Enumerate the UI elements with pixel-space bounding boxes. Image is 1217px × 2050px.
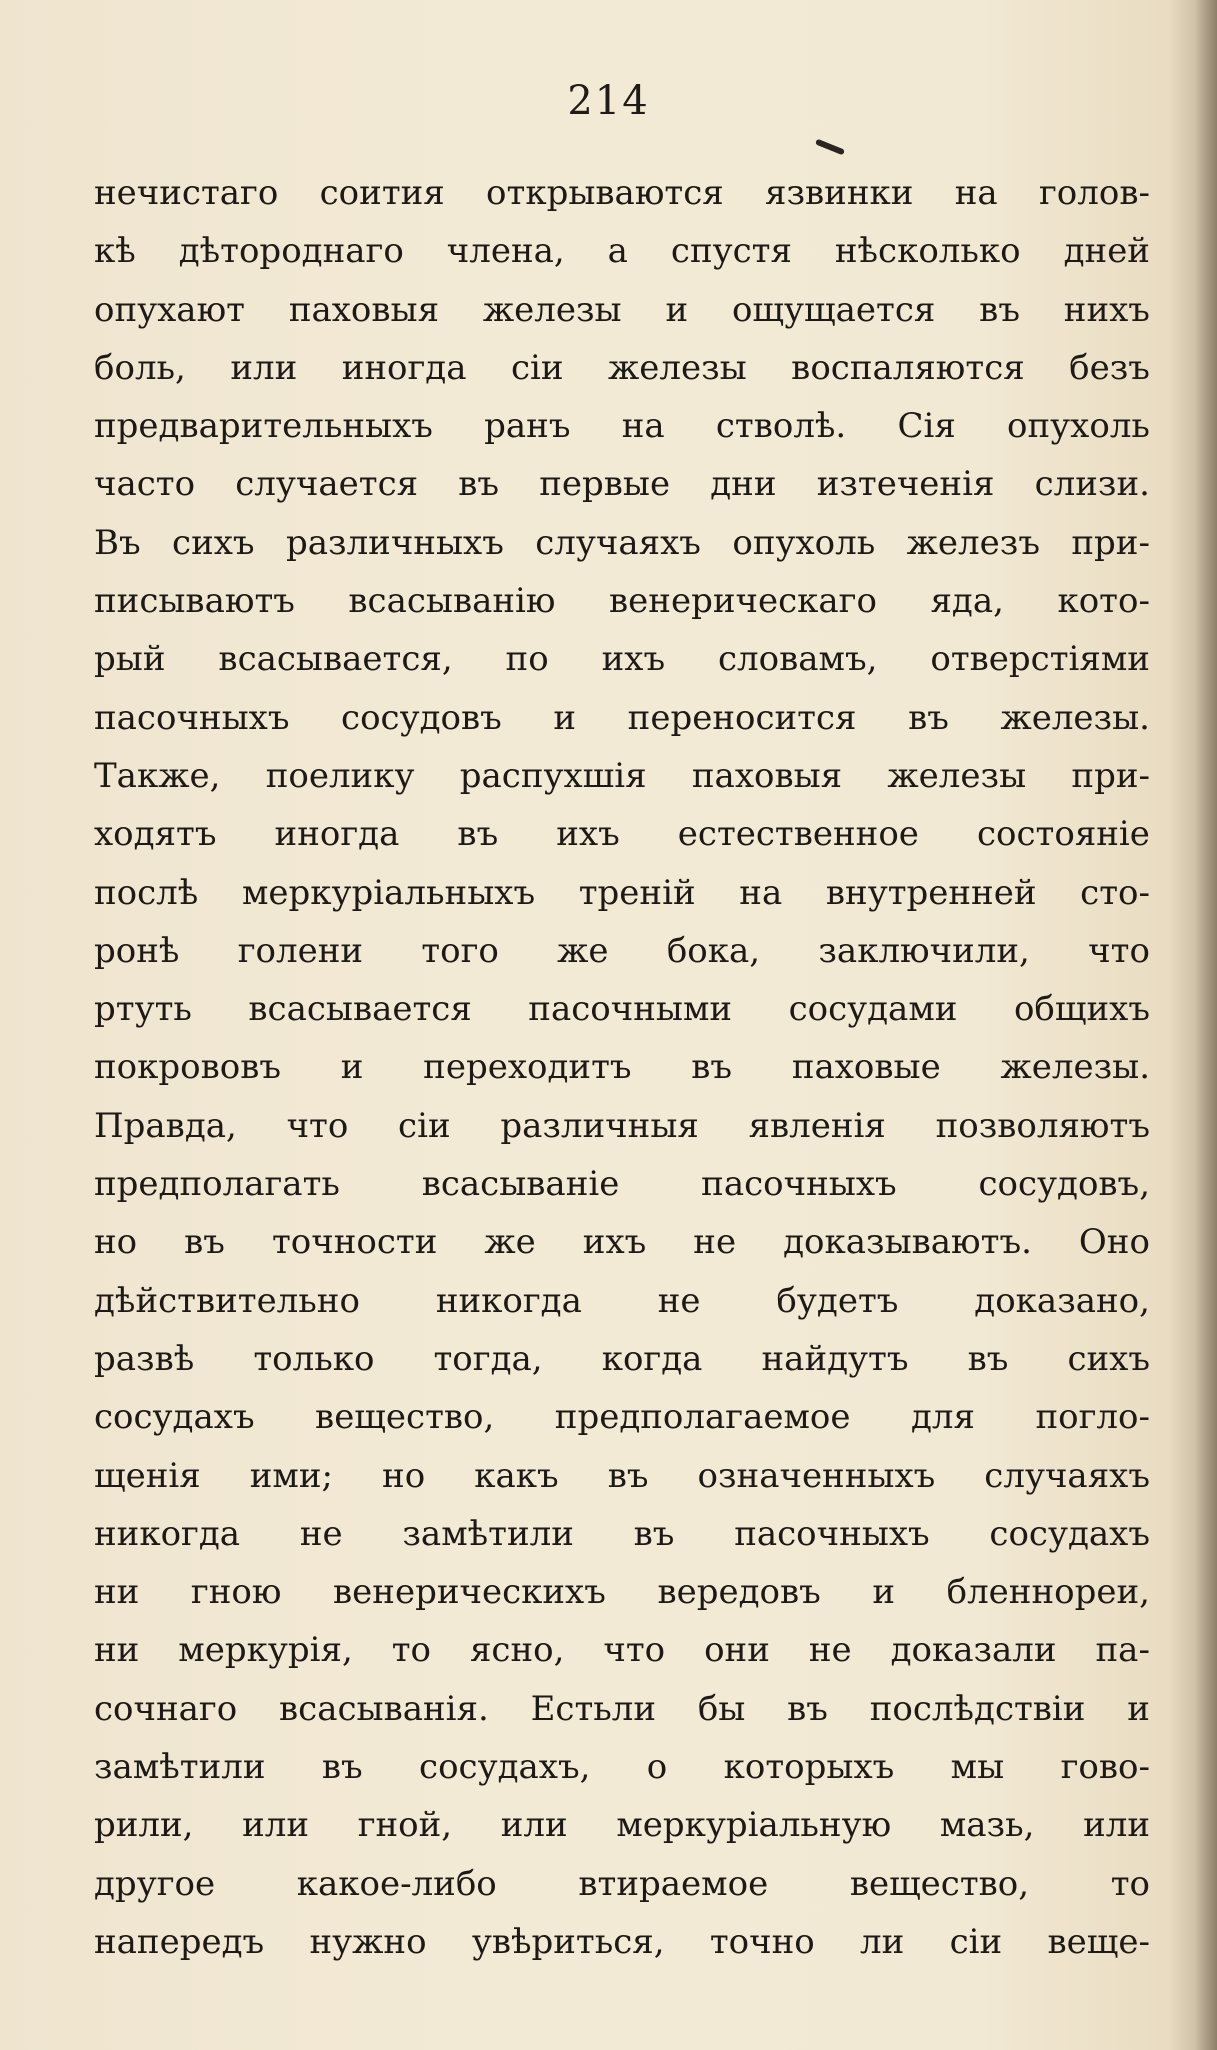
text-line (94, 1680, 1150, 1738)
text-line (94, 1155, 1150, 1213)
text-word: члена, (446, 231, 565, 272)
text-word: Также, (94, 755, 221, 796)
text-word: случаяхъ (984, 1455, 1150, 1496)
text-word: и (340, 1047, 364, 1088)
text-word: всасываніе (421, 1164, 620, 1205)
text-word: въ (458, 464, 500, 505)
text-word: на (621, 406, 665, 447)
text-word: ихъ (556, 814, 620, 855)
text-word: естественное (677, 814, 919, 855)
text-word: голени (237, 930, 364, 971)
text-word: для (910, 1397, 975, 1438)
text-word: въ (321, 1747, 363, 1788)
text-line (94, 1038, 1150, 1096)
text-word: железы (887, 755, 1027, 796)
text-word: въ (457, 814, 499, 855)
text-word: никогда (435, 1280, 582, 1321)
text-word: дѣтороднаго (178, 231, 404, 272)
text-word: покрововъ (94, 1047, 281, 1088)
text-word: или (242, 1805, 310, 1846)
text-word: развѣ (94, 1338, 195, 1379)
text-word: бы (697, 1688, 746, 1729)
page-number: 214 (567, 78, 650, 124)
text-line (94, 1855, 1150, 1913)
text-word: Правда, (94, 1105, 237, 1146)
text-word: въ (979, 289, 1020, 330)
text-word: боль, (94, 347, 186, 388)
text-word: вещество, (315, 1397, 495, 1438)
text-word: тогда, (433, 1338, 543, 1379)
text-word: рый (94, 639, 166, 680)
text-word: ронѣ (94, 930, 180, 971)
text-word: на (739, 872, 783, 913)
text-word: мазь, (939, 1805, 1035, 1846)
text-word: спустя (670, 231, 792, 272)
text-line (94, 1388, 1150, 1446)
text-word: не (808, 1630, 852, 1671)
text-word: сочнаго (94, 1688, 238, 1729)
text-word: гово- (1060, 1747, 1150, 1788)
text-word: Въ (94, 522, 141, 563)
text-word: железы. (1000, 697, 1150, 738)
text-word: ртуть (94, 989, 192, 1030)
body-text (94, 164, 1150, 1971)
text-word: иногда (341, 347, 467, 388)
text-word: меркурія, (178, 1630, 353, 1671)
text-word: случаяхъ (535, 522, 701, 563)
text-word: голов- (1038, 173, 1150, 213)
text-line (94, 747, 1150, 805)
text-word: Естьли (530, 1688, 657, 1729)
text-word: меркуріальныхъ (241, 872, 536, 913)
text-word: будетъ (776, 1280, 899, 1321)
text-word: пасочныхъ (701, 1164, 897, 1205)
text-word: первые (539, 464, 671, 505)
text-word: позволяютъ (935, 1105, 1150, 1146)
text-word: сіи (949, 1921, 1003, 1962)
text-word: доказываютъ. (783, 1222, 1032, 1263)
text-word: то (1110, 1863, 1150, 1904)
text-word: же (484, 1222, 536, 1263)
text-word: они (704, 1630, 770, 1671)
text-word: доказали (890, 1630, 1057, 1671)
text-word: точности (271, 1222, 438, 1263)
text-word: изтеченія (816, 464, 995, 505)
text-word: предварительныхъ (94, 406, 433, 447)
text-word: дни (710, 464, 777, 505)
text-word: сосудахъ (989, 1513, 1150, 1554)
text-word: на (954, 173, 998, 213)
text-line (94, 980, 1150, 1038)
text-word: различныя (500, 1105, 699, 1146)
text-line (94, 455, 1150, 513)
text-word: замѣтили (402, 1513, 574, 1554)
text-line (94, 1563, 1150, 1621)
text-word: паховыя (691, 755, 843, 796)
text-word: ихъ (582, 1222, 647, 1263)
text-word: напередъ (94, 1921, 265, 1962)
text-word: не (657, 1280, 701, 1321)
text-word: другое (94, 1863, 216, 1904)
text-word: послѣ (94, 872, 199, 913)
text-word: въ (908, 697, 949, 738)
text-word: случается (235, 464, 419, 505)
text-word: заключили, (818, 930, 1030, 971)
text-word: и (1127, 1688, 1150, 1729)
text-line (94, 1505, 1150, 1563)
text-word: опухоль (1007, 406, 1150, 447)
text-word: доказано, (974, 1280, 1150, 1321)
text-word: или (500, 1805, 568, 1846)
text-word: нужно (309, 1921, 427, 1962)
text-word: въ (633, 1513, 675, 1554)
text-line (94, 339, 1150, 397)
text-word: веще- (1047, 1921, 1150, 1962)
text-word: меркуріальную (616, 1805, 892, 1846)
page-edge-shadow (1195, 0, 1217, 2050)
text-word: точно (709, 1921, 815, 1962)
text-word: яда, (930, 581, 1004, 622)
text-word: состояніе (976, 814, 1150, 855)
text-word: мы (950, 1747, 1005, 1788)
text-line (94, 514, 1150, 572)
text-line (94, 281, 1150, 339)
text-word: открываются (486, 173, 724, 213)
text-word: сосудовъ, (978, 1164, 1150, 1205)
text-word: ни (94, 1630, 140, 1671)
text-line (94, 1272, 1150, 1330)
text-word: по (505, 639, 549, 680)
text-word: паховыя (288, 289, 440, 330)
text-word: въ (787, 1688, 828, 1729)
text-word: бленнореи, (946, 1572, 1150, 1613)
text-word: какое-либо (296, 1863, 497, 1904)
text-word: найдутъ (761, 1338, 909, 1379)
text-word: предполагать (94, 1164, 340, 1205)
text-word: всасывается, (218, 639, 453, 680)
text-word: при- (1071, 522, 1150, 563)
text-word: вередовъ (657, 1572, 821, 1613)
text-word: опухоль (732, 522, 876, 563)
text-word: пасочныхъ (94, 697, 290, 738)
text-word: воспаляются (791, 347, 1025, 388)
text-word: дней (1063, 231, 1150, 272)
text-word: сихъ (172, 522, 255, 563)
text-word: всасывается (248, 989, 472, 1030)
text-word: означенныхъ (697, 1455, 936, 1496)
text-word: сосудами (788, 989, 958, 1030)
text-line (94, 1330, 1150, 1388)
text-line (94, 630, 1150, 688)
text-word: писываютъ (94, 581, 295, 622)
text-word: треній (578, 872, 696, 913)
text-word: того (421, 930, 499, 971)
text-word: сіи (510, 347, 564, 388)
text-word: железы (607, 347, 747, 388)
text-word: венерическихъ (333, 1572, 606, 1613)
text-word: сто- (1080, 872, 1150, 913)
text-word: никогда (94, 1513, 241, 1554)
text-line (94, 864, 1150, 922)
text-word: какъ (474, 1455, 559, 1496)
text-word: сіи (398, 1105, 451, 1146)
text-line (94, 1213, 1150, 1271)
text-word: Сія (897, 406, 956, 447)
text-word: нихъ (1063, 289, 1150, 330)
text-word: только (253, 1338, 375, 1379)
text-word: увѣриться, (471, 1921, 665, 1962)
text-line (94, 1447, 1150, 1505)
text-word: сосудовъ (341, 697, 502, 738)
text-word: внутренней (825, 872, 1037, 913)
text-line (94, 1621, 1150, 1679)
text-word: въ (607, 1455, 649, 1496)
text-line (94, 1913, 1150, 1971)
text-word: рили, (94, 1805, 194, 1846)
text-word: что (603, 1630, 666, 1671)
text-word: щенія (94, 1455, 201, 1496)
text-word: кото- (1057, 581, 1150, 622)
text-word: железъ (906, 522, 1040, 563)
text-word: кѣ (94, 231, 136, 272)
text-word: распухшія (459, 755, 647, 796)
text-word: погло- (1035, 1397, 1150, 1438)
text-line (94, 1097, 1150, 1155)
text-line (94, 397, 1150, 455)
text-word: и (665, 289, 689, 330)
text-word: вещество, (849, 1863, 1030, 1904)
text-word: что (286, 1105, 349, 1146)
text-line (94, 572, 1150, 630)
text-word: дѣйствительно (94, 1280, 360, 1321)
text-word: железы. (1000, 1047, 1150, 1088)
text-word: всасыванію (348, 581, 556, 622)
ink-mark (815, 139, 845, 156)
text-word: нѣсколько (834, 231, 1021, 272)
text-word: гной, (357, 1805, 453, 1846)
text-word: Оно (1078, 1222, 1150, 1263)
text-word: втираемое (578, 1863, 769, 1904)
text-word: переносится (627, 697, 857, 738)
text-word: гною (190, 1572, 282, 1613)
text-word: о (646, 1747, 668, 1788)
text-word: ихъ (601, 639, 666, 680)
text-word: сосудахъ (94, 1397, 255, 1438)
text-word: стволѣ. (715, 406, 847, 447)
text-line (94, 689, 1150, 747)
text-word: нечистаго (94, 173, 279, 213)
text-line (94, 1738, 1150, 1796)
text-word: же (557, 930, 609, 971)
text-line (94, 805, 1150, 863)
text-word: ими; (249, 1455, 333, 1496)
text-word: и (553, 697, 577, 738)
text-word: предполагаемое (554, 1397, 851, 1438)
text-word: иногда (274, 814, 400, 855)
text-word: или (1083, 1805, 1150, 1846)
text-word: ли (860, 1921, 905, 1962)
text-word: когда (601, 1338, 703, 1379)
text-word: слизи. (1034, 464, 1150, 505)
text-word: соития (319, 173, 445, 213)
text-word: ясно, (469, 1630, 565, 1671)
text-word: различныхъ (285, 522, 504, 563)
text-word: бока, (666, 930, 761, 971)
text-word: переходитъ (423, 1047, 632, 1088)
text-word: замѣтили (94, 1747, 266, 1788)
text-word: па- (1095, 1630, 1150, 1671)
text-line (94, 1796, 1150, 1854)
text-line (94, 922, 1150, 980)
text-word: общихъ (1013, 989, 1150, 1030)
text-word: язвинки (765, 173, 914, 213)
text-word: послѣдствіи (869, 1688, 1086, 1729)
text-word: или (230, 347, 298, 388)
text-word: ходятъ (94, 814, 217, 855)
text-line (94, 222, 1150, 280)
text-word: въ (184, 1222, 225, 1263)
text-word: железы (482, 289, 622, 330)
text-word: ранъ (484, 406, 571, 447)
text-word: всасыванія. (279, 1688, 489, 1729)
text-word: паховые (791, 1047, 941, 1088)
text-line (94, 164, 1150, 222)
text-word: не (299, 1513, 343, 1554)
text-word: безъ (1069, 347, 1150, 388)
text-word: словамъ, (718, 639, 878, 680)
text-word: часто (94, 464, 196, 505)
text-word: ни (94, 1572, 140, 1613)
text-word: опухают (94, 289, 245, 330)
text-word: при- (1071, 755, 1150, 796)
text-word: отверстіями (930, 639, 1150, 680)
text-word: пасочными (528, 989, 733, 1030)
text-word: сосудахъ, (419, 1747, 591, 1788)
text-word: венерическаго (609, 581, 877, 622)
text-word: и (872, 1572, 896, 1613)
text-word: которыхъ (723, 1747, 895, 1788)
text-word: поелику (265, 755, 415, 796)
text-word: что (1088, 930, 1150, 971)
text-word: ощущается (731, 289, 936, 330)
text-word: въ (967, 1338, 1009, 1379)
text-word: а (607, 231, 628, 272)
text-word: пасочныхъ (734, 1513, 930, 1554)
text-word: явленія (748, 1105, 886, 1146)
text-word: въ (691, 1047, 733, 1088)
text-word: но (382, 1455, 426, 1496)
text-word: но (94, 1222, 138, 1263)
text-word: сихъ (1067, 1338, 1150, 1379)
text-word: то (391, 1630, 431, 1671)
text-word: не (693, 1222, 737, 1263)
